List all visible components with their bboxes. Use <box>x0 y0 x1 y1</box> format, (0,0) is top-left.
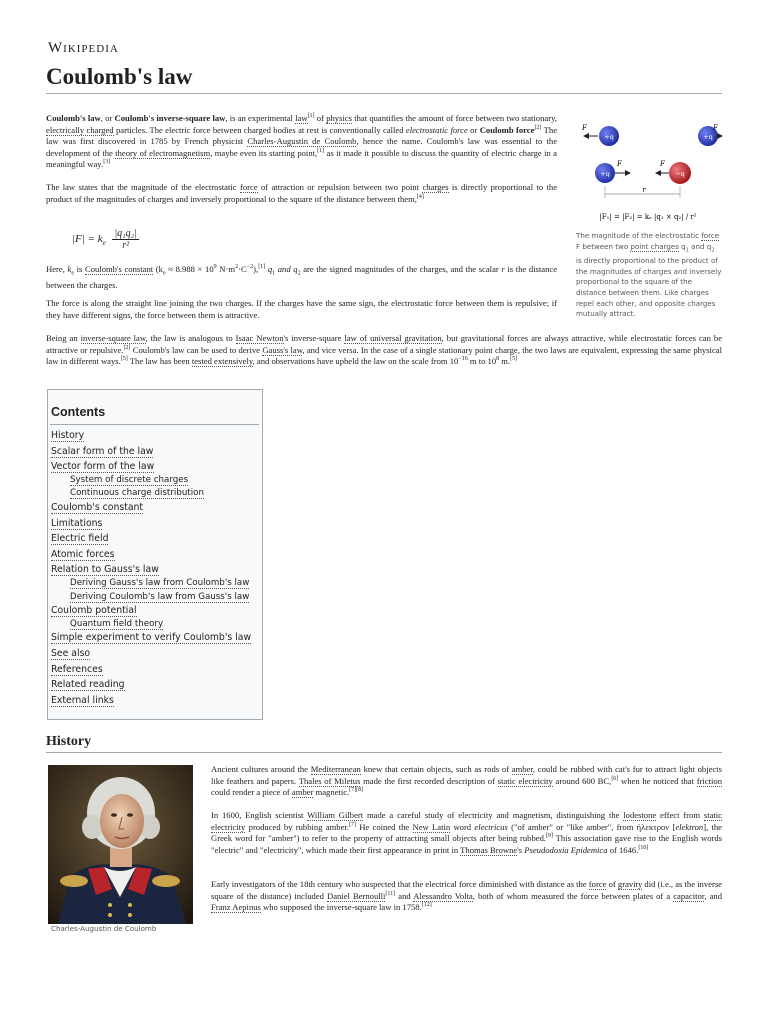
charges-diagram[interactable] <box>572 118 724 230</box>
text: He coined the <box>355 821 413 832</box>
portrait-image <box>48 765 193 924</box>
text: ⋅C <box>238 264 247 274</box>
link-force[interactable]: force <box>588 879 607 889</box>
toc-item[interactable]: Limitations <box>51 517 103 529</box>
toc-item[interactable]: Coulomb potential <box>51 605 137 617</box>
italic-term: electrostatic force <box>405 124 468 135</box>
formula-numerator: |q₁q₂| <box>114 228 137 239</box>
citation-ref[interactable]: [1] <box>258 264 266 271</box>
text: , hence the name. Coulomb's law was essential to the development of the <box>46 136 558 158</box>
link-law[interactable]: law <box>295 113 308 123</box>
text: is directly proportional to the product of the magnitudes of charges and inversely proportional to the square of the distance between them. Like charges repel each other, and opposite charges mutually attract. <box>576 255 722 319</box>
link-thales[interactable]: Thales of Miletus <box>298 775 361 786</box>
text: ≈ 8.988 × 10 <box>165 264 214 274</box>
link-daniel-bernoulli[interactable]: Daniel Bernoulli <box>326 890 386 901</box>
superscript: 8 <box>496 356 500 363</box>
citation-ref[interactable]: [5] <box>120 356 128 363</box>
link-franz-aepinus[interactable]: Franz Aepinus <box>211 902 261 913</box>
text: , maybe even its starting point, <box>210 147 318 158</box>
link-coulomb[interactable]: Charles-Augustin de Coulomb <box>247 136 357 147</box>
text: , could be rubbed with cat's fur to attract light objects like feathers and papers. <box>211 764 722 786</box>
text: The law was first discovered in 1785 by French physicist <box>46 124 558 147</box>
superscript: 2 <box>235 264 239 271</box>
toc-item[interactable]: Scalar form of the law <box>51 445 154 457</box>
toc-item[interactable]: Simple experiment to verify Coulomb's law <box>51 632 252 644</box>
subscript: 1 <box>272 270 276 277</box>
text: This association gave rise to the English words "electric" and "electricity", which made their first appearance in print in <box>211 833 723 856</box>
text: who supposed the inverse-square law in 1758. <box>260 902 422 913</box>
text: Early investigators of the 18th century who suspected that the electrical force diminished with distance as the <box>211 879 589 889</box>
distance-label: r <box>642 186 646 194</box>
text: did (i.e., as the inverse square of the distance) included <box>211 879 722 901</box>
link-gravity[interactable]: gravity <box>617 879 643 889</box>
link-amber[interactable]: amber <box>511 764 533 774</box>
text: of attraction or repulsion between two point <box>257 182 423 192</box>
text: The force is along the straight line joining the two charges. If the charges have the same sign, the electrostatic force between them is repulsive; if they have different signs, the force between them is attractive. <box>46 298 557 320</box>
text: are the signed magnitudes of the charges, and the scalar <box>300 264 502 274</box>
italic-term: k <box>67 264 72 274</box>
superscript: −2 <box>246 264 254 271</box>
text: Being an <box>46 333 81 343</box>
toc-item[interactable]: Relation to Gauss's law <box>51 564 159 576</box>
toc-item[interactable]: References <box>51 663 103 675</box>
formula-denominator: r² <box>122 240 130 251</box>
citation-ref[interactable]: [1] <box>307 113 315 120</box>
force-label: F <box>617 160 622 168</box>
link-static-electricity[interactable]: static electricity <box>497 775 553 786</box>
subscript: 1 <box>685 247 689 254</box>
formula-fraction <box>112 228 138 251</box>
text: In 1600, English scientist <box>211 810 308 820</box>
text: as it made it possible to discuss the quantity of electric charge in a meaningful way. <box>46 147 557 170</box>
text: particles. The electric force between charged bodies at rest is conventionally called <box>113 124 406 135</box>
link-amber[interactable]: amber <box>291 787 314 798</box>
charges-diagram-svg <box>572 118 724 230</box>
link-force[interactable]: force <box>701 231 720 240</box>
text: 's <box>517 845 525 856</box>
link-new-latin[interactable]: New Latin <box>412 821 451 832</box>
link-tested-extensively[interactable]: tested extensively <box>191 356 253 367</box>
portrait-caption: Charles-Augustin de Coulomb <box>51 924 157 933</box>
link-physics[interactable]: physics <box>326 113 352 123</box>
text: and <box>395 890 414 901</box>
section-heading-history: History <box>46 734 92 749</box>
force-label: F <box>713 124 718 132</box>
citation-ref[interactable]: [5] <box>510 356 518 363</box>
citation-ref[interactable]: [4] <box>416 193 424 200</box>
section-divider <box>46 752 722 753</box>
toc-item[interactable]: Deriving Coulomb's law from Gauss's law <box>70 591 250 602</box>
link-static-electricity[interactable]: static electricity <box>211 810 722 832</box>
text: produced by rubbing amber. <box>245 821 349 832</box>
link-isaac-newton[interactable]: Isaac Newton <box>235 333 284 343</box>
coulomb-portrait[interactable] <box>48 765 193 924</box>
citation-ref[interactable]: [3] <box>103 159 111 166</box>
link-alessandro-volta[interactable]: Alessandro Volta <box>413 890 473 901</box>
link-mediterranean[interactable]: Mediterranean <box>310 764 361 774</box>
citation-ref[interactable]: [2] <box>123 344 131 351</box>
citation-ref[interactable]: [1] <box>317 147 325 154</box>
force-label: F <box>582 124 587 132</box>
italic-term: q <box>265 264 273 274</box>
text: effect from <box>656 810 704 820</box>
lead-paragraph-5 <box>46 333 722 368</box>
history-paragraph-2 <box>211 810 722 857</box>
superscript: 9 <box>213 264 217 271</box>
text: is directly proportional to the product of the magnitudes of charges and inversely proportional to the square of the distance between them, <box>46 182 558 204</box>
wikipedia-wordmark[interactable]: Wikipedia <box>48 40 119 56</box>
link-coulombs-constant[interactable]: Coulomb's constant <box>84 264 154 274</box>
text: is the distance between the charges. <box>46 264 558 291</box>
toc-item[interactable]: Vector form of the law <box>51 461 155 473</box>
link-capacitor[interactable]: capacitor <box>673 890 705 901</box>
text: , and observations have upheld the law on the scale from 10 <box>252 356 459 367</box>
toc-item[interactable]: System of discrete charges <box>70 474 189 485</box>
toc-item[interactable]: Deriving Gauss's law from Coulomb's law <box>70 578 250 588</box>
link-point-charges[interactable]: point charges <box>630 241 679 251</box>
subscript: e <box>162 270 166 277</box>
link-electrically-charged[interactable]: electrically charged <box>46 124 114 135</box>
text: The law states that the magnitude of the electrostatic <box>46 182 240 192</box>
text: ), <box>253 264 259 274</box>
text: when he noticed that <box>618 775 697 786</box>
link-thomas-browne[interactable]: Thomas Browne <box>460 845 518 856</box>
text: , the law is analogous to <box>145 333 236 343</box>
text: m. <box>499 356 511 367</box>
text: N⋅m <box>216 264 236 274</box>
subscript: 2 <box>297 270 301 277</box>
subscript: 2 <box>711 247 715 254</box>
text: 's inverse-square <box>283 333 345 343</box>
figure-caption <box>576 231 722 320</box>
charge-label: −q <box>675 170 685 178</box>
citation-ref[interactable]: [6] <box>611 775 619 782</box>
text: The law has been <box>127 356 192 367</box>
charge-label: +q <box>703 133 713 141</box>
text: around 600 BC, <box>552 775 612 786</box>
toc-item[interactable]: See also <box>51 648 91 659</box>
text: of 1646. <box>607 845 639 856</box>
bold-term: Coulomb force <box>479 124 535 135</box>
text: , or <box>100 113 115 123</box>
text: made a careful study of electricity and magnetism, distinguishing the <box>363 810 624 820</box>
citation-ref[interactable]: [9] <box>546 833 554 840</box>
toc-item[interactable]: Quantum field theory <box>70 618 164 629</box>
text: of <box>314 113 327 123</box>
formula-subscript: e <box>102 239 106 248</box>
text: knew that certain objects, such as rods of <box>360 764 512 774</box>
history-paragraph-3 <box>211 879 722 914</box>
citation-ref[interactable]: [2] <box>534 124 542 131</box>
text: that quantifies the amount of force between two stationary, <box>351 113 557 123</box>
toc-item[interactable]: Continuous charge distribution <box>70 488 204 499</box>
text: (k <box>153 264 163 274</box>
link-charges[interactable]: charges <box>422 182 449 192</box>
link-friction[interactable]: friction <box>696 775 722 786</box>
lead-paragraph-1 <box>46 113 557 171</box>
bold-term: Coulomb's inverse-square law <box>114 113 226 123</box>
link-william-gilbert[interactable]: William Gilbert <box>307 810 364 820</box>
greek-word: ήλεκτρον <box>636 821 670 832</box>
link-inverse-square-law[interactable]: inverse-square law <box>80 333 146 343</box>
text: , is an experimental <box>225 113 296 123</box>
coulomb-formula <box>72 228 139 251</box>
toc-item[interactable]: Related reading <box>51 679 125 691</box>
italic-term: elektron <box>675 821 704 832</box>
text: Ancient cultures around the <box>211 764 311 774</box>
text: , and vice versa. In the case of a single stationary point charge, the two laws are equivalent, expressing the same physical law in different ways. <box>46 344 722 367</box>
text: , but gravitational forces are always attractive, while electrostatic forces can be attractive or repulsive. <box>46 333 723 355</box>
text: of <box>606 879 618 889</box>
toc-title: Contents <box>51 405 106 419</box>
text: Coulomb's law can be used to derive <box>130 344 263 355</box>
toc-divider <box>50 424 259 425</box>
figure-equation: |F₁| = |F₂| = kₑ |q₁ × q₂| / r² <box>599 213 697 221</box>
citation-ref[interactable]: [11] <box>385 890 396 897</box>
toc-item[interactable]: Atomic forces <box>51 548 115 560</box>
text: ], the Greek word for "amber") to refer to the property of attracting small objects after being rubbed. <box>211 821 722 844</box>
italic-term: electricus <box>474 821 508 832</box>
citation-ref[interactable]: [12] <box>421 902 432 909</box>
page-title: Coulomb's law <box>46 64 193 89</box>
text: The magnitude of the electrostatic <box>576 231 702 240</box>
link-electromagnetism[interactable]: theory of electromagnetism <box>115 147 211 158</box>
link-lodestone[interactable]: lodestone <box>623 810 657 820</box>
superscript: −16 <box>458 356 468 363</box>
subscript: e <box>71 270 74 277</box>
link-gauss-law[interactable]: Gauss's law <box>262 344 303 355</box>
text: could render a piece of <box>211 787 292 798</box>
text: is <box>73 264 85 274</box>
text: or <box>467 124 480 135</box>
title-divider <box>46 93 722 94</box>
text: Here, <box>46 264 68 274</box>
italic-term: Pseudodoxia Epidemica <box>524 845 608 856</box>
toc-item[interactable]: Electric field <box>51 533 109 545</box>
text: ("of amber" or "like amber", from <box>507 821 637 832</box>
italic-term: r <box>501 264 505 274</box>
text: word <box>450 821 475 832</box>
bold-term: Coulomb's law <box>46 113 101 123</box>
text: q <box>678 241 686 251</box>
text: [ <box>669 821 676 832</box>
text: magnetic. <box>313 787 350 798</box>
text: m to 10 <box>467 356 497 367</box>
citation-ref[interactable]: [7][8] <box>349 787 364 794</box>
lead-paragraph-4 <box>46 298 557 321</box>
link-force[interactable]: force <box>239 182 258 192</box>
charge-label: +q <box>604 133 614 141</box>
toc-item[interactable]: History <box>51 430 85 441</box>
charge-label: +q <box>600 170 610 178</box>
italic-term: and q <box>275 264 298 274</box>
force-label: F <box>660 160 665 168</box>
text: , and <box>704 890 722 901</box>
text: and q <box>688 241 712 251</box>
text: , both of whom measured the force between plates of a <box>472 890 674 901</box>
lead-paragraph-3 <box>46 264 557 292</box>
text: F between two <box>576 241 631 251</box>
text: made the first recorded description of <box>360 775 498 786</box>
toc-item[interactable]: Coulomb's constant <box>51 502 144 513</box>
history-paragraph-1 <box>211 764 722 799</box>
toc-item[interactable]: External links <box>51 694 114 706</box>
link-universal-gravitation[interactable]: law of universal gravitation <box>344 333 442 343</box>
lead-paragraph-2 <box>46 182 557 205</box>
formula-lhs: |F| = k <box>72 233 103 246</box>
citation-ref[interactable]: [10] <box>638 845 649 852</box>
citation-ref[interactable]: [7] <box>348 821 356 828</box>
